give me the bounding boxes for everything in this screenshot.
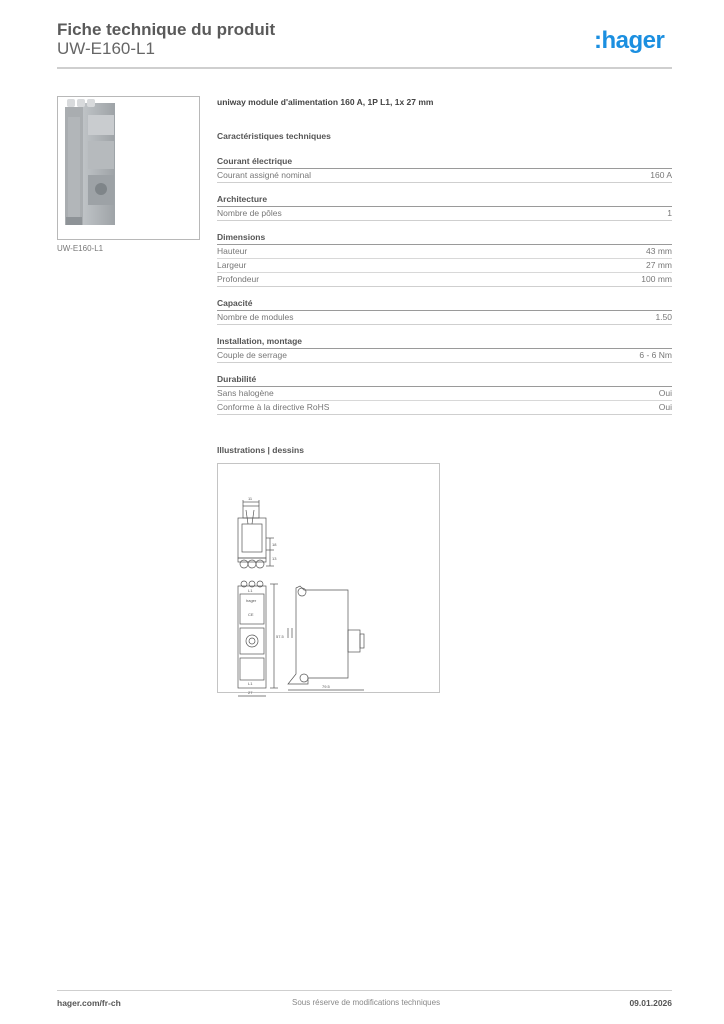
spec-row <box>217 169 672 183</box>
spec-group <box>217 373 672 415</box>
spec-value: 43 mm <box>646 246 672 256</box>
spec-value: 6 - 6 Nm <box>639 350 672 360</box>
spec-value: Oui <box>658 388 672 398</box>
spec-value: 100 mm <box>641 274 672 284</box>
spec-value: 1.50 <box>655 312 672 322</box>
spec-label: Sans halogène <box>217 388 274 398</box>
spec-label: Hauteur <box>217 246 248 256</box>
footer-divider <box>57 990 672 991</box>
image-caption: UW-E160-L1 <box>57 244 104 253</box>
spec-row <box>217 259 672 273</box>
specs-table <box>217 155 672 425</box>
spec-group <box>217 155 672 183</box>
spec-group-title: Installation, montage <box>217 335 672 349</box>
spec-row <box>217 349 672 363</box>
spec-row <box>217 401 672 415</box>
spec-row <box>217 273 672 287</box>
spec-group <box>217 335 672 363</box>
svg-text:L1: L1 <box>248 588 253 593</box>
svg-text:hager: hager <box>246 598 257 603</box>
spec-value: Oui <box>658 402 672 412</box>
spec-row <box>217 207 672 221</box>
product-image <box>57 96 200 240</box>
svg-text:18: 18 <box>272 542 277 547</box>
footer-website-link[interactable]: hager.com/fr-ch <box>57 998 121 1008</box>
spec-group-title: Architecture <box>217 193 672 207</box>
spec-group-title: Capacité <box>217 297 672 311</box>
spec-label: Couple de serrage <box>217 350 287 360</box>
dimension-drawing-icon <box>218 464 439 695</box>
footer-date: 09.01.2026 <box>629 998 672 1008</box>
spec-group-title: Durabilité <box>217 373 672 387</box>
svg-text:L1: L1 <box>248 681 253 686</box>
spec-label: Nombre de pôles <box>217 208 282 218</box>
spec-row <box>217 311 672 325</box>
page-title: Fiche technique du produit <box>57 20 276 39</box>
spec-group <box>217 231 672 287</box>
spec-group <box>217 297 672 325</box>
section-title-specs: Caractéristiques techniques <box>217 131 331 141</box>
spec-value: 27 mm <box>646 260 672 270</box>
svg-text:13: 13 <box>272 556 277 561</box>
hager-logo: :hager <box>594 27 665 54</box>
spec-label: Conforme à la directive RoHS <box>217 402 330 412</box>
header-divider <box>57 67 672 69</box>
svg-text:27: 27 <box>248 690 253 695</box>
product-description: uniway module d'alimentation 160 A, 1P L1, 1x 27 mm <box>217 97 434 107</box>
svg-text:11: 11 <box>248 496 253 501</box>
spec-value: 1 <box>667 208 672 218</box>
svg-text:CE: CE <box>248 612 254 617</box>
spec-label: Nombre de modules <box>217 312 294 322</box>
spec-group-title: Dimensions <box>217 231 672 245</box>
spec-value: 160 A <box>650 170 672 180</box>
spec-label: Largeur <box>217 260 247 270</box>
technical-drawing <box>217 463 440 693</box>
spec-group <box>217 193 672 221</box>
spec-group-title: Courant électrique <box>217 155 672 169</box>
spec-row <box>217 245 672 259</box>
footer-disclaimer: Sous réserve de modifications techniques <box>292 998 441 1007</box>
product-reference: UW-E160-L1 <box>57 39 155 58</box>
spec-row <box>217 387 672 401</box>
spec-label: Courant assigné nominal <box>217 170 312 180</box>
svg-text:79.5: 79.5 <box>322 684 330 689</box>
illustrations-title: Illustrations | dessins <box>217 445 304 455</box>
svg-text:57.5: 57.5 <box>276 634 284 639</box>
product-photo-icon <box>58 97 199 239</box>
spec-label: Profondeur <box>217 274 260 284</box>
